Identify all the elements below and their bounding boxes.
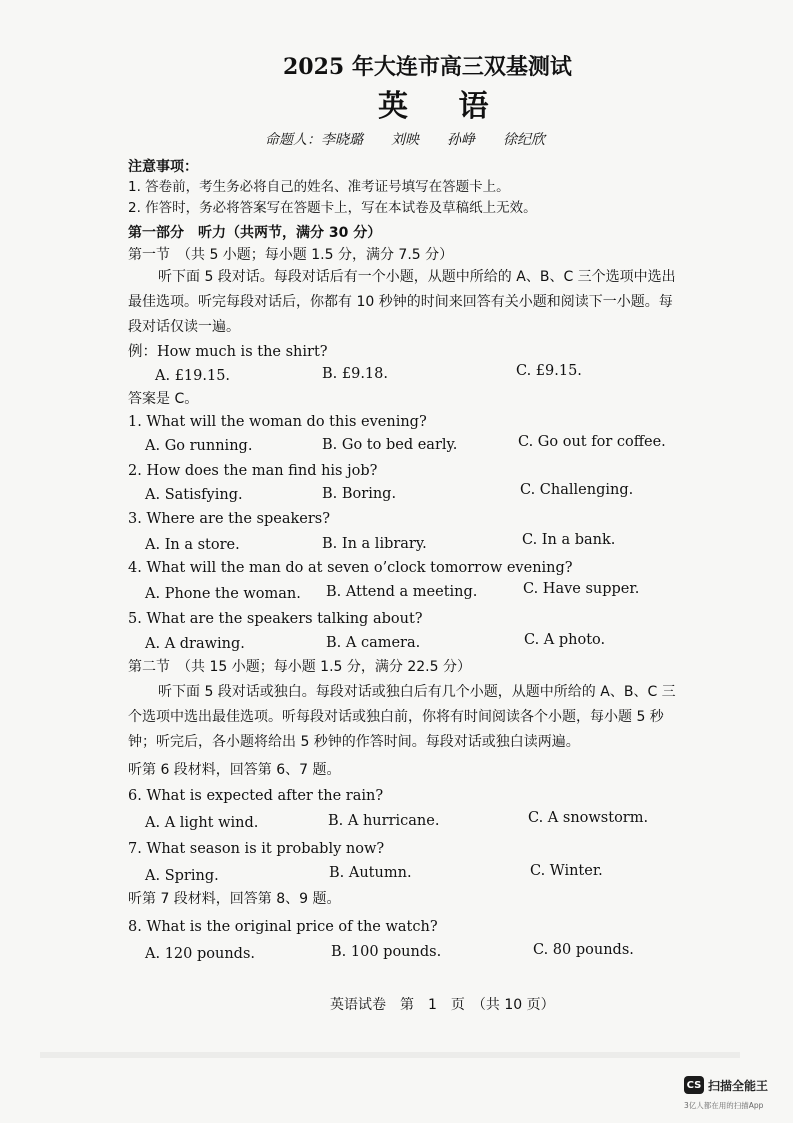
question-option-b: B. In a library. xyxy=(322,536,427,552)
question-option-b: B. Attend a meeting. xyxy=(326,584,478,600)
subject-title: 英 语 xyxy=(378,89,509,124)
question-option-a: A. 120 pounds. xyxy=(145,946,255,962)
material-6-heading: 听第 6 段材料，回答第 6、7 题。 xyxy=(128,762,341,778)
example-answer: 答案是 C。 xyxy=(128,391,199,407)
question-option-c: C. Challenging. xyxy=(520,482,634,498)
notice-item-1: 1. 答卷前，考生务必将自己的姓名、准考证号填写在答题卡上。 xyxy=(128,179,510,195)
camscanner-logo-icon: CS xyxy=(684,1076,704,1094)
scan-artifact xyxy=(40,1052,740,1058)
scanner-name: 扫描全能王 xyxy=(708,1078,769,1093)
question-option-c: C. Go out for coffee. xyxy=(518,434,666,450)
authors-line: 命题人：李晓璐 刘映 孙峥 徐纪欣 xyxy=(265,132,545,148)
question-option-b: B. Boring. xyxy=(322,486,397,502)
question-option-c: C. 80 pounds. xyxy=(533,942,634,958)
question-option-a: A. Satisfying. xyxy=(145,487,243,503)
question-option-a: A. In a store. xyxy=(145,537,240,553)
example-option-c: C. £9.15. xyxy=(516,363,582,379)
exam-title: 2025 年大连市高三双基测试 xyxy=(283,54,572,80)
question-option-a: A. A drawing. xyxy=(145,636,245,652)
example-stem: 例：How much is the shirt? xyxy=(128,344,328,360)
example-option-a: A. £19.15. xyxy=(155,368,231,384)
question-stem: 8. What is the original price of the watch? xyxy=(128,919,438,935)
question-option-c: C. A snowstorm. xyxy=(528,810,649,826)
question-option-b: B. A camera. xyxy=(326,635,421,651)
notice-item-2: 2. 作答时，务必将答案写在答题卡上，写在本试卷及草稿纸上无效。 xyxy=(128,200,537,216)
question-option-c: C. A photo. xyxy=(524,632,606,648)
section1-instructions-line3: 段对话仅读一遍。 xyxy=(128,319,240,335)
section1-instructions-line2: 最佳选项。听完每段对话后，你都有 10 秒钟的时间来回答有关小题和阅读下一小题。每 xyxy=(128,294,673,310)
page-footer: 英语试卷 第 1 页 （共 10 页） xyxy=(330,997,555,1013)
question-stem: 6. What is expected after the rain? xyxy=(128,788,384,804)
question-option-c: C. In a bank. xyxy=(522,532,616,548)
question-option-b: B. Go to bed early. xyxy=(322,437,458,453)
scanner-watermark xyxy=(684,1076,768,1094)
question-stem: 4. What will the man do at seven o’clock tomorrow evening? xyxy=(128,560,573,576)
question-option-a: A. Go running. xyxy=(145,438,253,454)
section2-instructions-line1: 听下面 5 段对话或独白。每段对话或独白后有几个小题，从题中所给的 A、B、C 三 xyxy=(158,684,676,700)
question-option-b: B. 100 pounds. xyxy=(331,944,442,960)
section1-instructions-line1: 听下面 5 段对话。每段对话后有一个小题，从题中所给的 A、B、C 三个选项中选出 xyxy=(158,269,676,285)
question-stem: 5. What are the speakers talking about? xyxy=(128,611,423,627)
section1-heading: 第一节 （共 5 小题；每小题 1.5 分，满分 7.5 分） xyxy=(128,247,454,263)
section2-instructions-line3: 钟；听完后，各小题将给出 5 秒钟的作答时间。每段对话或独白读两遍。 xyxy=(128,734,580,750)
question-stem: 1. What will the woman do this evening? xyxy=(128,414,427,430)
question-option-a: A. A light wind. xyxy=(145,815,259,831)
material-7-heading: 听第 7 段材料，回答第 8、9 题。 xyxy=(128,891,341,907)
question-option-a: A. Spring. xyxy=(145,868,219,884)
notice-heading: 注意事项： xyxy=(128,159,198,175)
section2-heading: 第二节 （共 15 小题；每小题 1.5 分，满分 22.5 分） xyxy=(128,659,471,675)
question-option-c: C. Have supper. xyxy=(523,581,640,597)
section2-instructions-line2: 个选项中选出最佳选项。听每段对话或独白前，你将有时间阅读各个小题，每小题 5 秒 xyxy=(128,709,664,725)
question-option-b: B. A hurricane. xyxy=(328,813,440,829)
example-option-b: B. £9.18. xyxy=(322,366,388,382)
question-option-c: C. Winter. xyxy=(530,863,603,879)
question-option-a: A. Phone the woman. xyxy=(145,586,301,602)
scanner-tagline: 3亿人都在用的扫描App xyxy=(684,1101,764,1110)
part1-heading: 第一部分 听力（共两节，满分 30 分） xyxy=(128,225,382,241)
question-stem: 2. How does the man find his job? xyxy=(128,463,378,479)
question-stem: 3. Where are the speakers? xyxy=(128,511,330,527)
question-option-b: B. Autumn. xyxy=(329,865,412,881)
question-stem: 7. What season is it probably now? xyxy=(128,841,385,857)
